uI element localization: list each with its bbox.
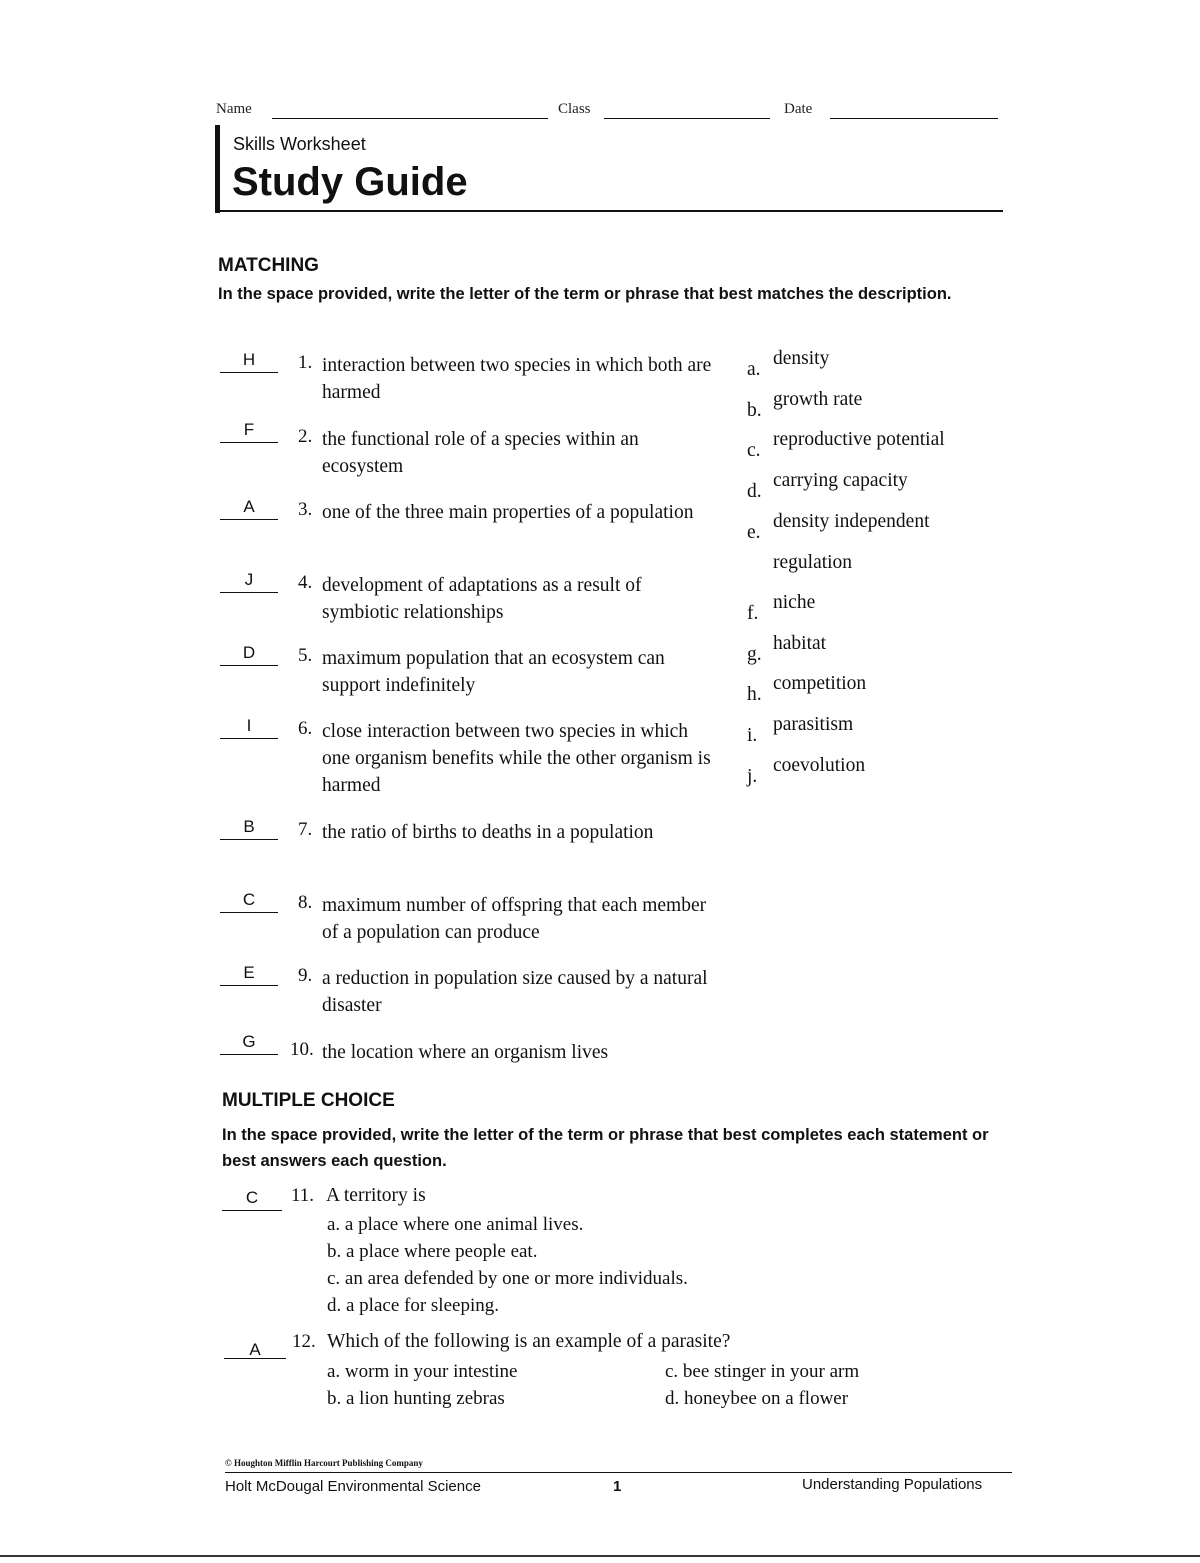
answer-3: A — [243, 497, 255, 516]
term-text: carrying capacity — [773, 470, 908, 491]
header-bar — [215, 125, 220, 213]
answer-12: A — [249, 1340, 261, 1359]
page-title: Study Guide — [232, 160, 468, 204]
term-text: parasitism — [773, 714, 854, 735]
question-number-12: 12. — [292, 1331, 316, 1352]
answer-1: H — [242, 350, 256, 369]
term-item — [747, 512, 997, 583]
question-text-12: Which of the following is an example of a parasite? — [327, 1331, 731, 1352]
choice-12c: c. bee stinger in your arm — [665, 1361, 860, 1382]
answer-blank-4[interactable] — [220, 570, 278, 593]
answer-7: B — [243, 817, 255, 836]
class-field[interactable] — [604, 118, 770, 119]
item-text-8: maximum number of offspring that each member of a population can produce — [322, 895, 707, 943]
term-text: niche — [773, 592, 816, 613]
answer-blank-12[interactable] — [224, 1336, 286, 1359]
name-label: Name — [216, 101, 252, 117]
class-label: Class — [558, 101, 591, 117]
term-text: coevolution — [773, 755, 866, 776]
answer-6: I — [246, 716, 252, 735]
date-label: Date — [784, 101, 813, 117]
item-number-7: 7. — [298, 819, 313, 840]
footer-book-title: Holt McDougal Environmental Science — [225, 1478, 481, 1495]
answer-blank-7[interactable] — [220, 817, 278, 840]
matching-instructions: In the space provided, write the letter of the term or phrase that best matches the description. — [218, 285, 952, 303]
item-number-1: 1. — [298, 352, 313, 373]
item-number-4: 4. — [298, 572, 313, 593]
answer-blank-9[interactable] — [220, 963, 278, 986]
item-text-10: the location where an organism lives — [322, 1042, 609, 1063]
term-letter: i. — [747, 725, 758, 746]
term-text: density — [773, 348, 830, 369]
item-number-6: 6. — [298, 718, 313, 739]
term-text: competition — [773, 673, 867, 694]
answer-9: E — [243, 963, 255, 982]
item-number-10: 10. — [290, 1039, 314, 1060]
answer-blank-2[interactable] — [220, 420, 278, 443]
term-letter: e. — [747, 522, 761, 543]
header-rule — [215, 210, 1003, 212]
answer-blank-6[interactable] — [220, 716, 278, 739]
answer-8: C — [242, 890, 256, 909]
item-text-6: close interaction between two species in which one organism benefits while the other organism is harmed — [322, 721, 711, 796]
choice-11d: d. a place for sleeping. — [327, 1295, 499, 1316]
item-text-1: interaction between two species in which both are harmed — [322, 355, 712, 403]
item-number-8: 8. — [298, 892, 313, 913]
footer-page-number: 1 — [613, 1478, 622, 1495]
answer-10: G — [242, 1032, 256, 1051]
item-text-7: the ratio of births to deaths in a population — [322, 822, 654, 843]
page-bottom-edge — [0, 1555, 1200, 1557]
answer-5: D — [242, 643, 256, 662]
worksheet-kicker: Skills Worksheet — [233, 134, 366, 154]
multiple-choice-heading: MULTIPLE CHOICE — [222, 1090, 395, 1111]
choice-12d: d. honeybee on a flower — [665, 1388, 849, 1409]
copyright-line: © Houghton Mifflin Harcourt Publishing Company — [225, 1458, 423, 1468]
answer-blank-1[interactable] — [220, 350, 278, 373]
choice-11b: b. a place where people eat. — [327, 1241, 538, 1262]
item-text-3: one of the three main properties of a population — [322, 502, 694, 523]
answer-blank-10[interactable] — [220, 1032, 278, 1055]
item-text-2: the functional role of a species within an ecosystem — [322, 429, 639, 477]
answer-11: C — [245, 1188, 259, 1207]
term-letter: h. — [747, 684, 762, 705]
item-number-9: 9. — [298, 965, 313, 986]
term-letter: b. — [747, 400, 762, 421]
answer-2: F — [243, 420, 255, 439]
item-number-5: 5. — [298, 645, 313, 666]
term-letter: a. — [747, 359, 761, 380]
item-number-3: 3. — [298, 499, 313, 520]
choice-12a: a. worm in your intestine — [327, 1361, 518, 1382]
term-letter: d. — [747, 481, 762, 502]
answer-blank-11[interactable] — [222, 1188, 282, 1211]
matching-heading: MATCHING — [218, 255, 319, 276]
item-text-4: development of adaptations as a result of symbiotic relationships — [322, 575, 642, 623]
multiple-choice-instructions: In the space provided, write the letter of the term or phrase that best completes each statement or best answers each question. — [222, 1126, 989, 1170]
question-text-11: A territory is — [326, 1185, 426, 1206]
term-letter: j. — [747, 766, 758, 787]
term-text: growth rate — [773, 389, 863, 410]
footer-rule — [225, 1472, 1012, 1473]
term-text: density independent regulation — [773, 511, 930, 573]
choice-12b: b. a lion hunting zebras — [327, 1388, 505, 1409]
term-text: reproductive potential — [773, 429, 945, 450]
item-text-9: a reduction in population size caused by a natural disaster — [322, 968, 708, 1016]
answer-blank-3[interactable] — [220, 497, 278, 520]
name-field[interactable] — [272, 118, 548, 119]
term-letter: c. — [747, 440, 761, 461]
choice-11c: c. an area defended by one or more individuals. — [327, 1268, 688, 1289]
answer-blank-5[interactable] — [220, 643, 278, 666]
term-item — [747, 756, 997, 797]
date-field[interactable] — [830, 118, 998, 119]
term-letter: g. — [747, 644, 762, 665]
answer-blank-8[interactable] — [220, 890, 278, 913]
term-text: habitat — [773, 633, 827, 654]
question-number-11: 11. — [291, 1185, 315, 1206]
item-number-2: 2. — [298, 426, 313, 447]
choice-11a: a. a place where one animal lives. — [327, 1214, 584, 1235]
footer-chapter: Understanding Populations — [802, 1476, 983, 1493]
answer-4: J — [244, 570, 254, 589]
item-text-5: maximum population that an ecosystem can support indefinitely — [322, 648, 665, 696]
term-letter: f. — [747, 603, 759, 624]
